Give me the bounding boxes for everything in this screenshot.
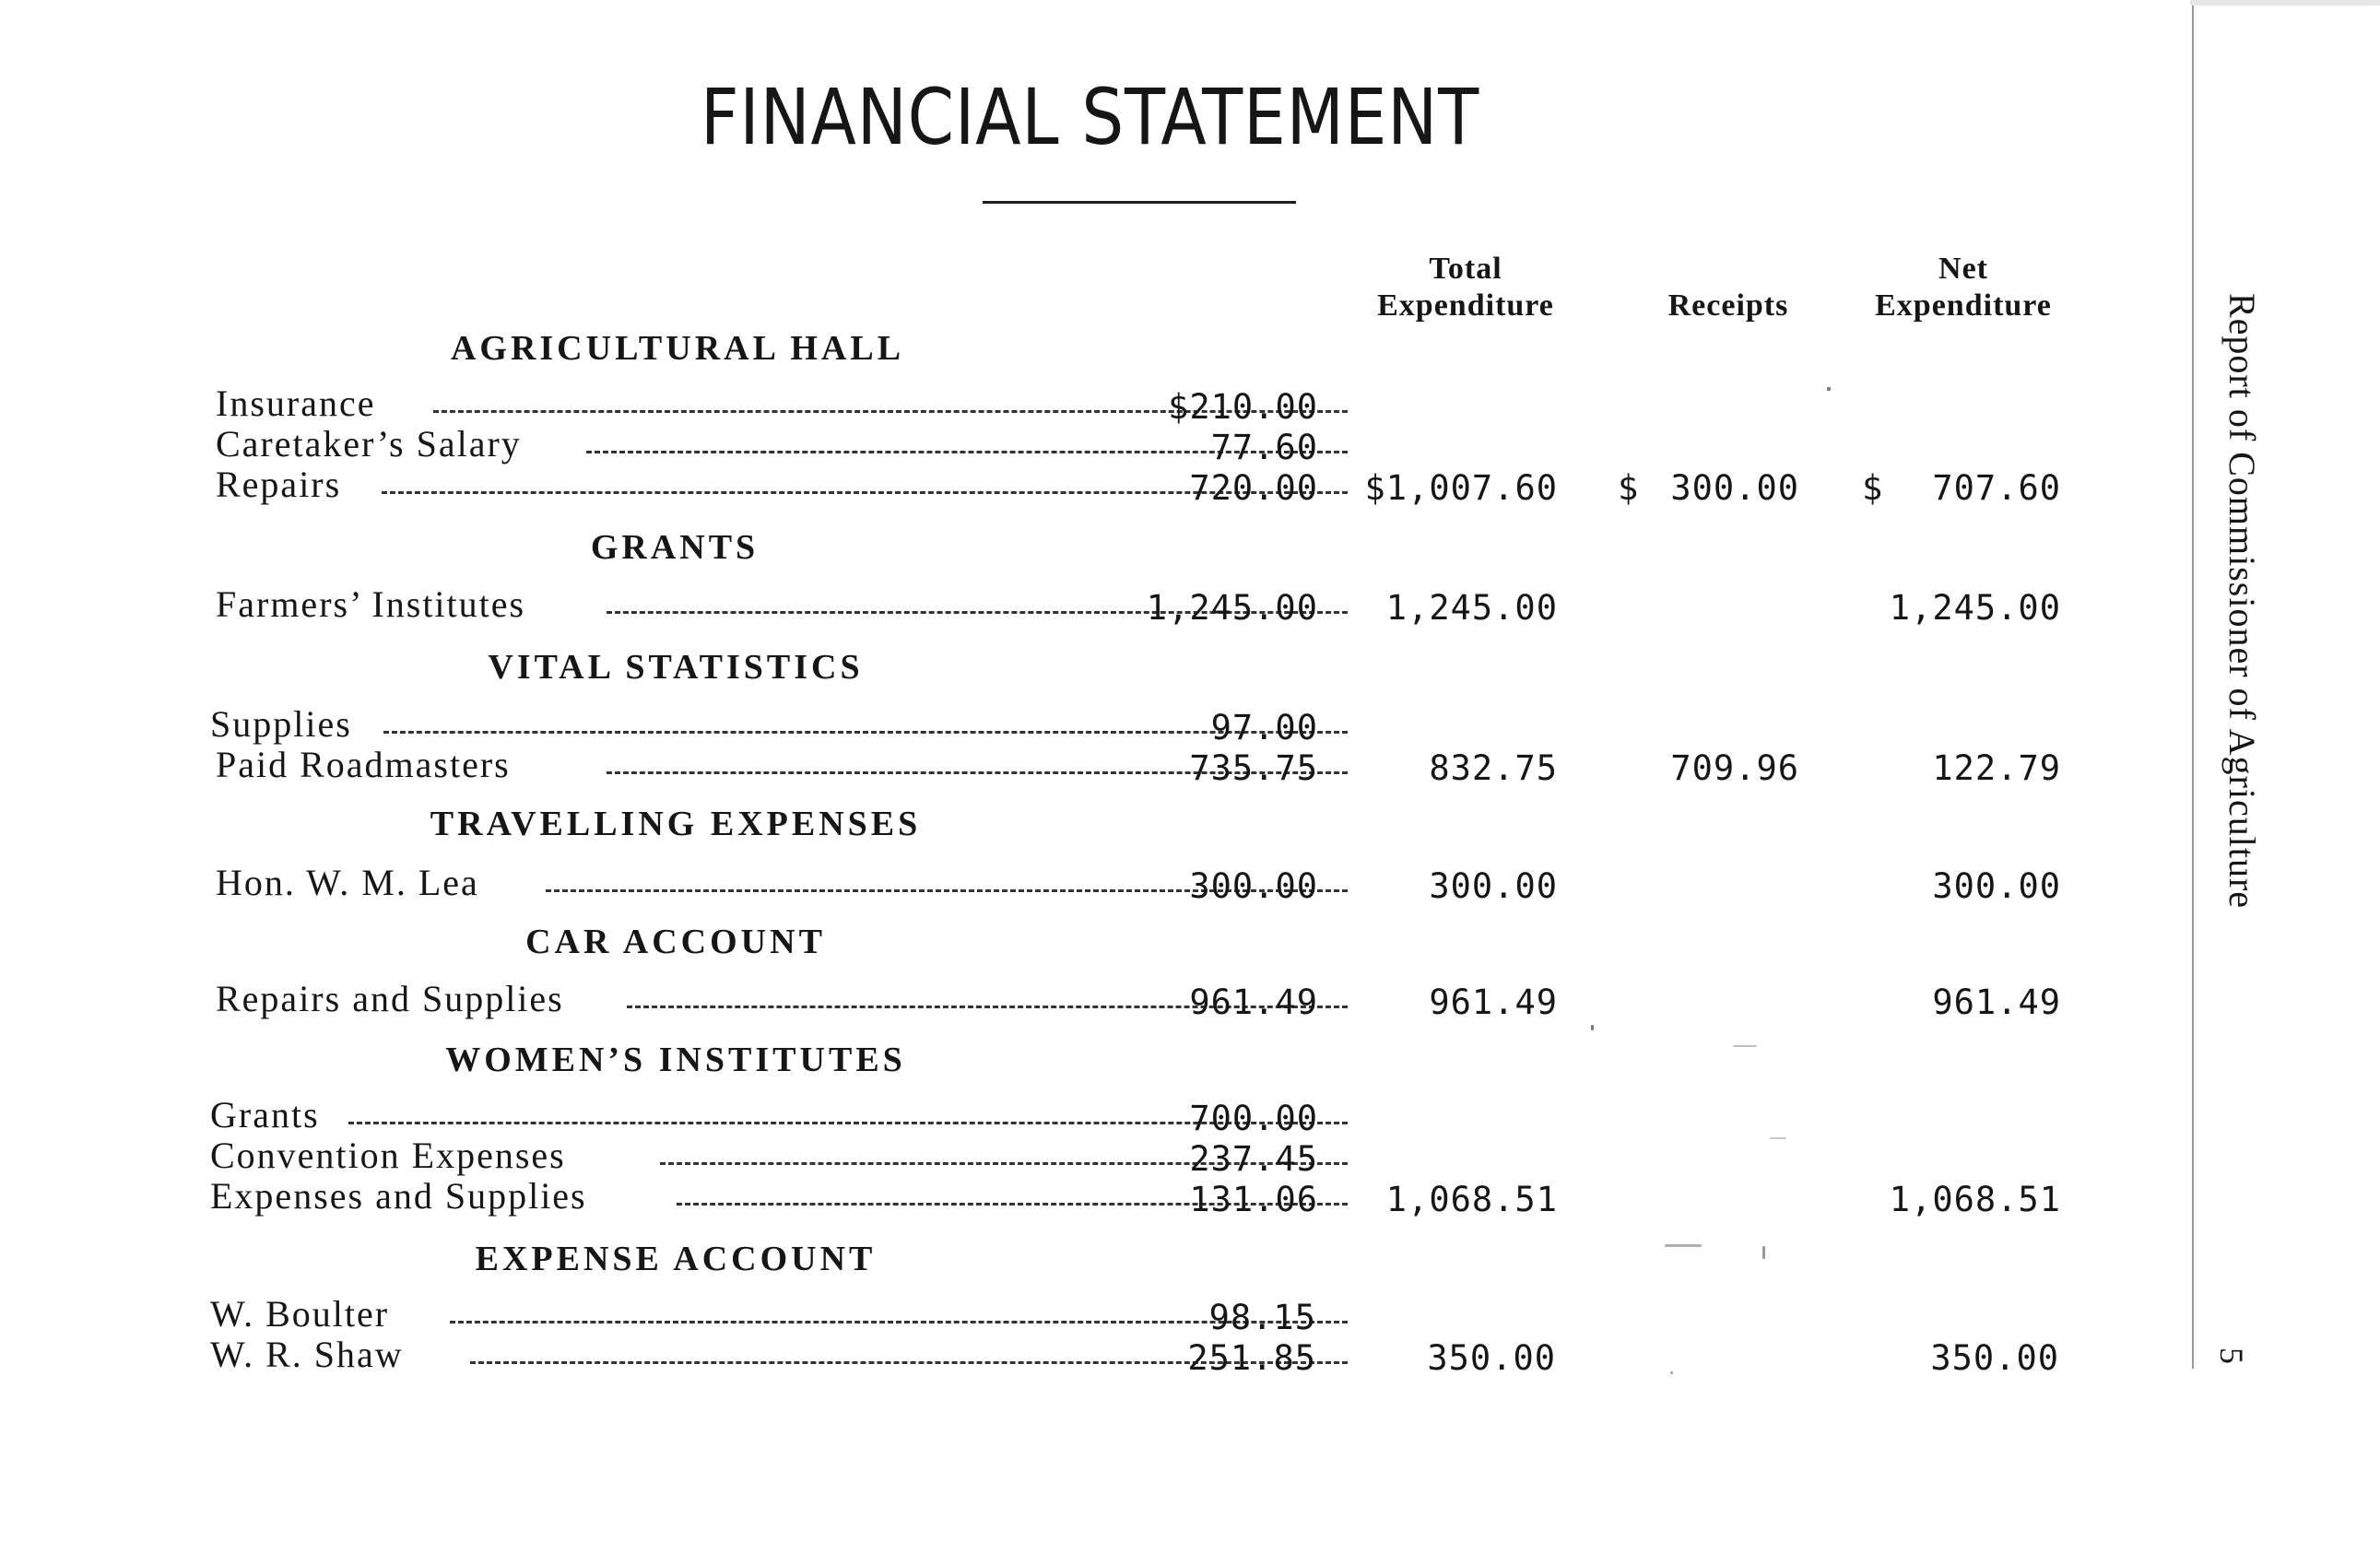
column-header-receipts: [1622, 288, 1834, 324]
line-item-label: Paid Roadmasters: [216, 744, 511, 785]
currency-symbol: $: [1862, 468, 1883, 508]
scan-speck: [1591, 1025, 1594, 1030]
column-header-total-expenditure: [1346, 251, 1585, 324]
column-header-net-line2: Expenditure: [1875, 288, 2052, 323]
section-heading-travelling-expenses: TRAVELLING EXPENSES: [430, 805, 922, 843]
line-item-label: Farmers’ Institutes: [216, 583, 526, 625]
item-amount: $210.00: [1168, 387, 1318, 427]
page-title: FINANCIAL STATEMENT: [701, 72, 1480, 162]
line-item-label: Caretaker’s Salary: [216, 423, 522, 465]
line-item-label: Repairs and Supplies: [216, 978, 564, 1019]
column-header-net-line1: Net: [1938, 252, 1988, 286]
net-expenditure-value: 350.00: [1930, 1338, 2059, 1378]
section-heading-car-account: CAR ACCOUNT: [525, 923, 826, 961]
scan-speck: [1827, 387, 1831, 391]
scan-speck: [1770, 1137, 1786, 1139]
margin-rule: [2192, 0, 2194, 1369]
column-header-net-expenditure: [1844, 251, 2083, 324]
net-expenditure-value: 300.00: [1932, 866, 2061, 906]
section-heading-expense-account: EXPENSE ACCOUNT: [475, 1240, 877, 1278]
line-item-label: W. Boulter: [210, 1293, 390, 1335]
item-amount: 131.06: [1189, 1180, 1318, 1219]
net-expenditure-value: 707.60: [1932, 468, 2061, 508]
item-amount: 300.00: [1189, 866, 1318, 906]
item-amount: 97.00: [1210, 708, 1318, 747]
item-amount: 237.45: [1189, 1139, 1318, 1179]
page-number: 5: [2213, 1347, 2250, 1364]
line-item-label: Supplies: [210, 703, 352, 745]
total-expenditure-value: 961.49: [1429, 982, 1558, 1022]
column-header-receipts-label: Receipts: [1667, 288, 1789, 323]
line-item-label: Insurance: [216, 382, 376, 424]
section-heading-grants: GRANTS: [590, 528, 760, 567]
net-expenditure-value: 961.49: [1932, 982, 2061, 1022]
scan-speck: [1665, 1244, 1702, 1247]
item-amount: 251.85: [1187, 1338, 1316, 1378]
scan-speck: [1670, 1371, 1673, 1374]
total-expenditure-value: 300.00: [1429, 866, 1558, 906]
total-expenditure-value: 832.75: [1429, 748, 1558, 788]
line-item-label: Convention Expenses: [210, 1135, 566, 1176]
section-heading-womens-institutes: WOMEN’S INSTITUTES: [445, 1041, 906, 1079]
item-amount: 961.49: [1189, 982, 1318, 1022]
section-heading-vital-statistics: VITAL STATISTICS: [488, 648, 864, 687]
column-header-total-line2: Expenditure: [1377, 288, 1554, 323]
column-header-total-line1: Total: [1429, 252, 1502, 286]
item-amount: 98.15: [1208, 1298, 1316, 1337]
total-expenditure-value: 1,245.00: [1385, 588, 1558, 628]
item-amount: 735.75: [1189, 748, 1318, 788]
net-expenditure-value: 1,068.51: [1889, 1180, 2061, 1219]
total-expenditure-value: 1,068.51: [1385, 1180, 1558, 1219]
line-item-label: W. R. Shaw: [210, 1334, 404, 1375]
line-item-label: Repairs: [216, 464, 342, 505]
net-expenditure-value: 1,245.00: [1889, 588, 2061, 628]
item-amount: 720.00: [1189, 468, 1318, 508]
line-item-label: Expenses and Supplies: [210, 1175, 587, 1217]
item-amount: 1,245.00: [1146, 588, 1318, 628]
title-rule: [983, 201, 1296, 204]
scan-speck: [1762, 1246, 1765, 1259]
currency-symbol: $: [1618, 468, 1639, 508]
line-item-label: Hon. W. M. Lea: [216, 862, 479, 903]
section-heading-agricultural-hall: AGRICULTURAL HALL: [450, 329, 905, 368]
scan-speck: [1733, 1045, 1757, 1047]
net-expenditure-value: 122.79: [1932, 748, 2061, 788]
item-amount: 700.00: [1189, 1099, 1318, 1138]
receipts-value: 300.00: [1670, 468, 1799, 508]
receipts-value: 709.96: [1670, 748, 1799, 788]
line-item-label: Grants: [210, 1094, 320, 1135]
running-title: Report of Commissioner of Agriculture: [2221, 293, 2263, 910]
item-amount: 77.60: [1210, 428, 1318, 467]
total-expenditure-value: 350.00: [1427, 1338, 1556, 1378]
total-expenditure-value: $1,007.60: [1364, 468, 1558, 508]
scan-edge-shadow: [2190, 0, 2380, 6]
